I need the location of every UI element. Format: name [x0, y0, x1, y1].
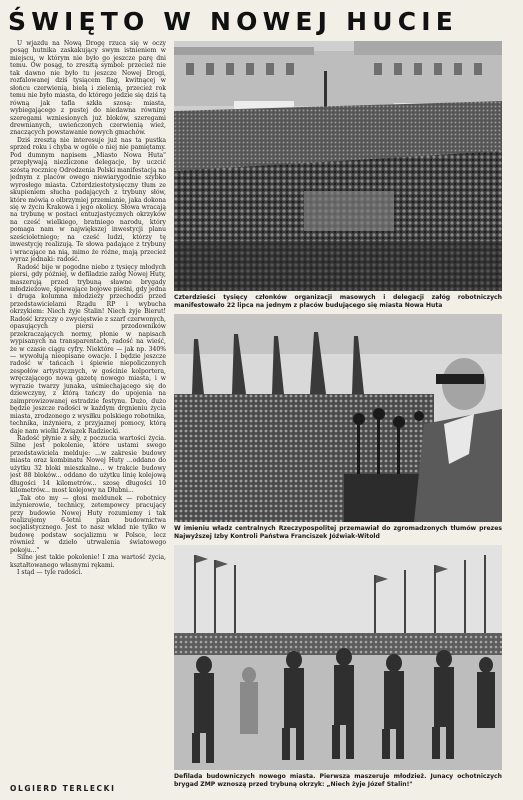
youth-parade-photo	[174, 545, 502, 770]
author-signature: OLGIERD TERLECKI	[10, 784, 116, 793]
article-paragraph: I stąd — tyle radości.	[17, 569, 83, 577]
photo-caption: Czterdzieści tysięcy członków organizacji masowych i delegacji załóg robotniczych manifestowało 22 lipca na jednym z placów budującego się miasta Nowa Huta	[174, 294, 502, 309]
article-paragraph: Silne jest takie pokolenie! I zna wartość życia, kształtowanego własnymi rękami.	[10, 554, 166, 569]
photo-caption: Defilada budowniczych nowego miasta. Pierwsza maszeruje młodzież. Junacy ochotniczych brygad ZMP wznoszą przed trybuną okrzyk: „Niech żyje Józef Stalin!"	[174, 773, 502, 788]
photo-caption: W imieniu władz centralnych Rzeczypospolitej przemawiał do zgromadzonych tłumów prezes Najwyższej Izby Kontroli Państwa Franciszek Jóźwiak-Witold	[174, 525, 502, 540]
article-paragraph: Dziś zresztą nie interesuje już nas ta pustka sprzed roku i chyba w ogóle o niej nie pamiętamy. Pod dumnym napisem „Miasto Nowa Huta" przepływają niezliczone delegacje, by uczcić szóstą rocznicę Odrodzenia Polski manifestacją na jednym z placów owego niewiarygodnie szybko wyrosłego miasta. Czterdziestotysięczny tłum ze skupieniem słucha padających z trybuny słów, które mówią o olbrzymiej przemianie, jaka dokona się w życiu Krakowa i jego okolicy. Słowa wracają na trybunę w postaci entuzjastycznych okrzyków na cześć wielkiego, bratniego narodu, który pomaga nam w największej inwestycji planu sześcioletniego; na cześć ludzi, którzy tę inwestycję realizują. Te słowa padające z trybuny i wracające na nią, mimo że różne, mają przecież wyraz jednaki: radość.	[10, 136, 166, 264]
article-title: ŚWIĘTO W NOWEJ HUCIE	[8, 7, 459, 36]
article-body	[10, 40, 166, 780]
article-paragraph: U wjazdu na Nową Drogę rzuca się w oczy posąg hutnika zaskakujący swym istnieniem w miejscu, w którym nie było go jeszcze parę dni temu. Ów posąg, to zresztą symbol: przecież nie tak dawno nie było tu jeszcze Nowej Drogi, rozfalowanej dziś tysiącem flag, kwitnącej w słońcu czerwienią, bielą i zielenią, przecież rok temu nie było miasta, do którego jedzie się dziś tą równą jak tafla szkła szosą: miasta, wybiegającego z pustej do niedawna równiny szeregami wzniesionych już bloków, szeregami drewnianych, uwieńczonych czerwienią wież, znaczących powstawanie nowych gmachów.	[10, 40, 166, 137]
crowd-square-photo	[174, 41, 502, 291]
article-paragraph: „Tak oto my — głosi meldunek — robotnicy inżynierowie, technicy, zetempowcy pracujący przy budowie Nowej Huty rozumiemy i tak realizujemy 6-letni plan budownictwa socjalistycznego. Jest to nasz wkład nie tylko w budowę podstaw socjalizmu w Polsce, lecz również w dzieło utrwalenia światowego pokoju..."	[10, 494, 166, 554]
speaker-microphones-photo	[174, 314, 502, 522]
article-paragraph: Radość płynie z siły, z poczucia wartości życia. Silne jest pokolenie, które ustami swego przedstawiciela melduje: ...w zakresie budowy miasta oraz kombinatu Nowej Huty ...oddano do użytku 32 bloki mieszkalne... w trakcie budowy jest 88 bloków... oddano do użytku linię kolejową długości 14 kilometrów... szosę długości 10 kilometrów... most kolejowy na Dłubni...	[10, 435, 166, 495]
article-paragraph: Radość bije w pogodne niebo z tysięcy młodych piersi, gdy później, w defiladzie załóg Nowej Huty, maszerują przed trybuną sławne brygady młodzieżowe, śpiewające bojowe pieśni, gdy jedna i druga kolumna młodzieży przechodzi przed przedstawicielami Rządu RP i wybucha okrzykiem: Niech żyje Stalin! Niech żyje Bierut! Radość krzyczy o zwycięstwie z szarf czerwonych, opasujących piersi przodowników przekraczających normy, płonie w napisach wypisanych na transparentach, radość na wieść, że w czasie ciągu cyfry. Niektóre — jak np. 340% — wywołują nieopisane owacje. I będzie jeszcze radość w tańcach i śpiewie niepoliczonych zespołów artystycznych, w gościnie kolportera, wręczającego nową gazetę nowego miasta, i w wyrazie twarzy junaka, uśmiechającego się do dziewczyny, z którą tańczy do upojenia na zaimprowizowanej estradzie festynu. Dużo, dużo będzie jeszcze radości w każdym drgnieniu życia miasta, zrodzonego z wysiłku polskiego robotnika, technika, inżyniera, z przyjaznej pomocy, którą daje nam wielki Związek Radziecki.	[10, 263, 166, 435]
